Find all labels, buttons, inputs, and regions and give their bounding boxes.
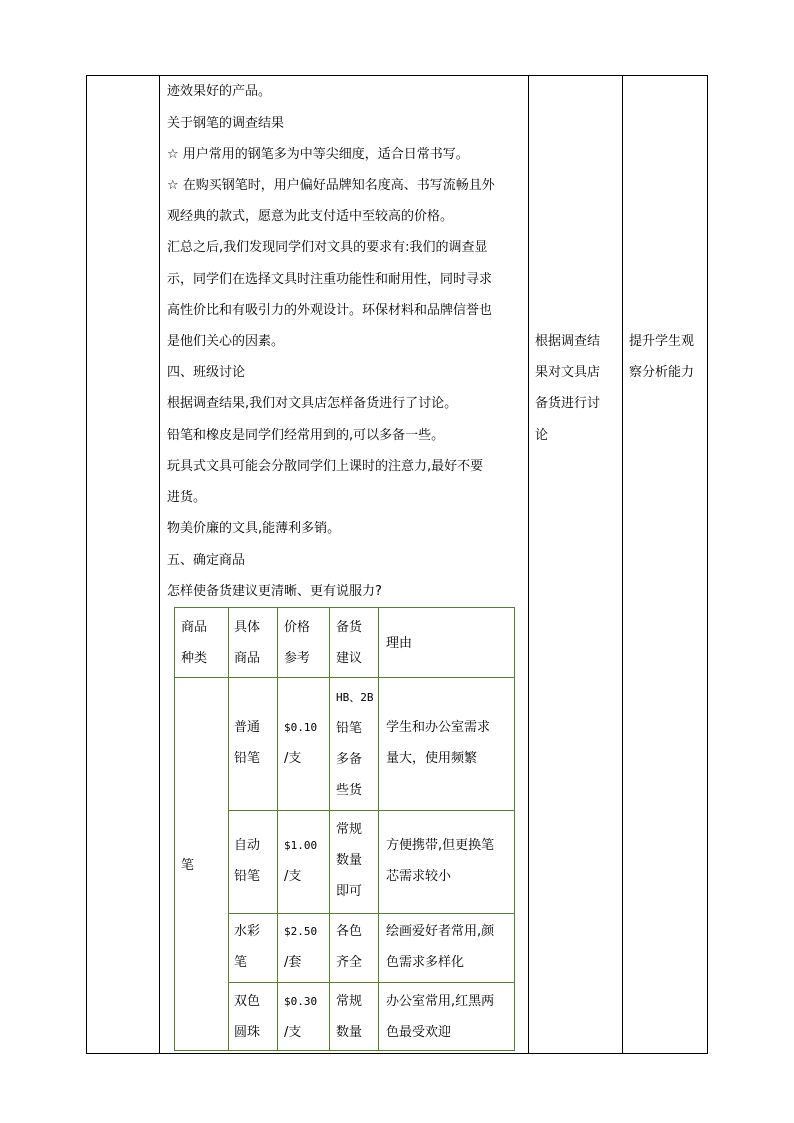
text-line: 示，同学们在选择文具时注重功能性和耐用性，同时寻求 bbox=[167, 272, 493, 287]
text-line: 关于钢笔的调查结果 bbox=[167, 116, 285, 131]
table-rule bbox=[228, 810, 515, 811]
row3-price: $2.50 /套 bbox=[284, 925, 318, 970]
row4-price: $0.30 /支 bbox=[284, 995, 318, 1040]
text-line: 物美价廉的文具,能薄利多销。 bbox=[167, 521, 341, 536]
row2-price: $1.00 /支 bbox=[284, 839, 318, 884]
text-line: 汇总之后,我们发现同学们对文具的要求有:我们的调查显 bbox=[167, 240, 488, 255]
row3-item: 水彩 笔 bbox=[234, 924, 261, 970]
text-line: 怎样使备货建议更清晰、更有说服力? bbox=[167, 584, 382, 599]
header-price: 价格 参考 bbox=[284, 620, 311, 666]
text-line: 进货。 bbox=[167, 490, 207, 505]
table-rule bbox=[228, 982, 515, 983]
row4-advice: 常规 数量 bbox=[336, 994, 363, 1040]
activity-text: 果对文具店 bbox=[535, 365, 601, 380]
row2-reason: 方便携带,但更换笔 芯需求较小 bbox=[386, 838, 495, 884]
text-line: 高性价比和有吸引力的外观设计。环保材料和品牌信誉也 bbox=[167, 303, 493, 318]
table-rule bbox=[174, 1050, 515, 1051]
table-rule bbox=[277, 607, 278, 1051]
row3-reason: 绘画爱好者常用,颜 色需求多样化 bbox=[386, 924, 495, 970]
activity-text: 论 bbox=[535, 428, 549, 443]
text-line: 铅笔和橡皮是同学们经常用到的,可以多备一些。 bbox=[167, 428, 445, 443]
text-line: 观经典的款式，愿意为此支付适中至较高的价格。 bbox=[167, 209, 454, 224]
section-heading: 五、确定商品 bbox=[167, 553, 246, 568]
row2-item: 自动 铅笔 bbox=[234, 838, 261, 884]
text-line: 玩具式文具可能会分散同学们上课时的注意力,最好不要 bbox=[167, 459, 484, 474]
purpose-text: 提升学生观 bbox=[629, 334, 695, 349]
outer-right-border bbox=[707, 75, 708, 1054]
text-line: ☆ 用户常用的钢笔多为中等尖细度，适合日常书写。 bbox=[167, 147, 469, 162]
table-rule bbox=[378, 607, 379, 1051]
outer-bottom-border bbox=[86, 1053, 708, 1054]
column-divider-2 bbox=[528, 75, 529, 1054]
category-cell: 笔 bbox=[181, 858, 195, 873]
row2-advice: 常规 数量 即可 bbox=[336, 822, 363, 899]
header-reason: 理由 bbox=[386, 636, 413, 651]
purpose-text: 察分析能力 bbox=[629, 365, 695, 380]
row1-reason: 学生和办公室需求 量大，使用频繁 bbox=[386, 720, 491, 766]
activity-text: 备货进行讨 bbox=[535, 396, 601, 411]
outer-top-border bbox=[86, 75, 708, 76]
table-rule bbox=[514, 607, 515, 1051]
row1-item: 普通 铅笔 bbox=[234, 720, 261, 766]
row1-price: $0.10 /支 bbox=[284, 721, 318, 766]
text-line: ☆ 在购买钢笔时，用户偏好品牌知名度高、书写流畅且外 bbox=[167, 178, 495, 193]
row4-item: 双色 圆珠 bbox=[234, 994, 261, 1040]
section-heading: 四、班级讨论 bbox=[167, 365, 246, 380]
table-rule bbox=[174, 607, 515, 608]
header-item: 具体 商品 bbox=[234, 620, 261, 666]
table-rule bbox=[228, 607, 229, 1051]
table-rule bbox=[228, 913, 515, 914]
table-rule bbox=[329, 607, 330, 1051]
column-divider-3 bbox=[622, 75, 623, 1054]
row1-advice: HB、2B 铅笔 多备 些货 bbox=[336, 691, 374, 798]
activity-text: 根据调查结 bbox=[535, 334, 601, 349]
text-line: 根据调查结果,我们对文具店怎样备货进行了讨论。 bbox=[167, 396, 458, 411]
row4-reason: 办公室常用,红黑两 色最受欢迎 bbox=[386, 994, 495, 1040]
row3-advice: 各色 齐全 bbox=[336, 924, 363, 970]
header-category: 商品 种类 bbox=[181, 620, 208, 666]
column-divider-1 bbox=[159, 75, 160, 1054]
text-line: 是他们关心的因素。 bbox=[167, 334, 285, 349]
header-advice: 备货 建议 bbox=[336, 620, 363, 666]
table-rule bbox=[174, 607, 175, 1051]
table-rule bbox=[174, 677, 515, 678]
text-line: 迹效果好的产品。 bbox=[167, 84, 272, 99]
outer-left-border bbox=[86, 75, 87, 1054]
